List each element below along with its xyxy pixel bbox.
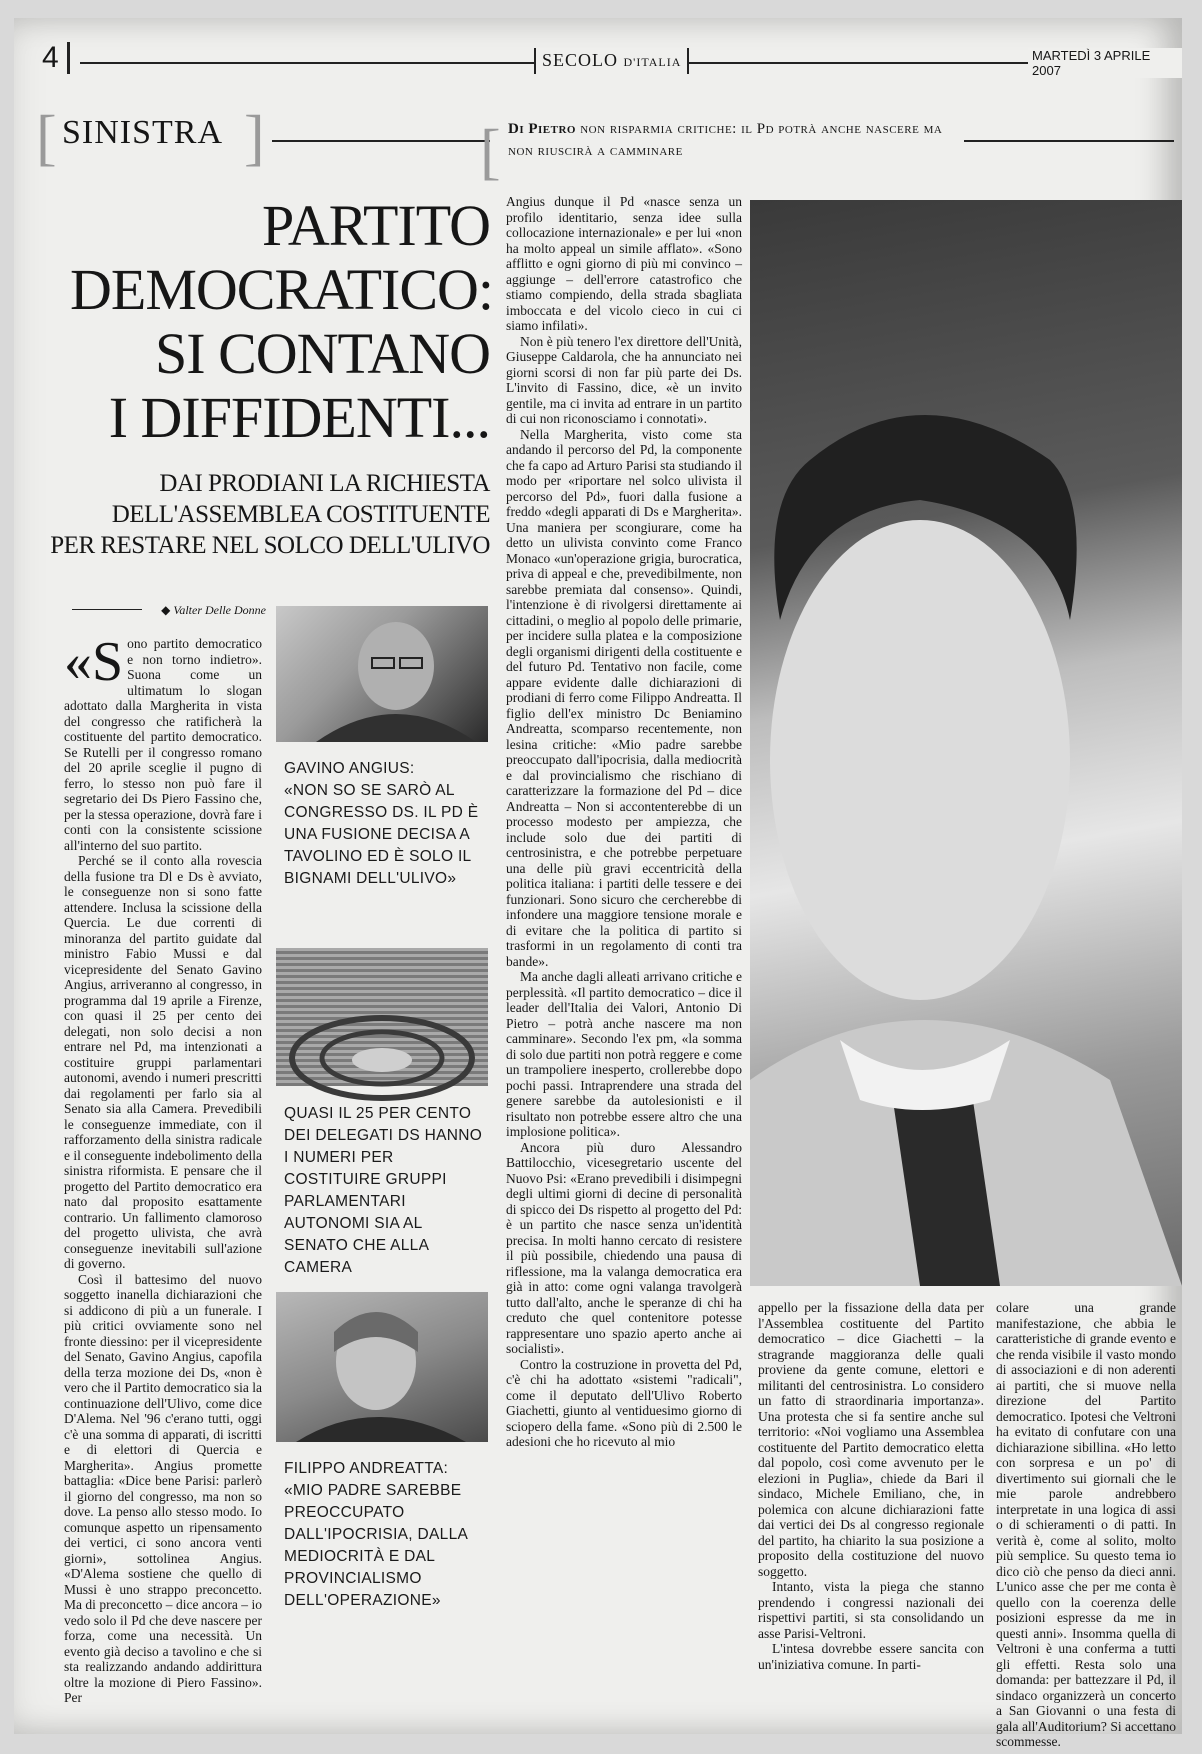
masthead-small: D'ITALIA [623,55,682,69]
photo-parliament [276,948,488,1086]
bracket-close-icon: ] [244,104,265,172]
caption-name: GAVINO ANGIUS: [284,760,415,777]
bracket-open-icon: [ [36,104,57,172]
kicker-rule [964,140,1174,142]
masthead [534,48,689,74]
subheadline [44,468,490,561]
subheadline-line: DAI PRODIANI LA RICHIESTA [159,470,490,497]
article-column-3 [758,1300,984,1724]
article-paragraph: Non è più tenero l'ex direttore dell'Unità, Giuseppe Caldarola, che ha annunciato nei giorni scorsi di non far più parte dei Ds. L'invito di Fassino, dice, «è un invito gentile, ma ci invita ad entrare in un partito di cui non riconosciamo i connotati». [506,333,742,426]
article-paragraph: appello per la fissazione della data per l'Assemblea costituente del Partito democratico – dice Giachetti – la stragrande maggioranza delle quali proviene da gente comune, elettori e militanti del centrosinistra. Lo considero un fatto di straordinaria importanza». Una protesta che si fa sentire anche sul territorio: «Noi vogliamo una Assemblea costituente del Partito democratico eletta dal popolo, così come avvenuto per le elezioni in Puglia», chiede da Bari il sindaco, Michele Emiliano, che, in polemica con alcune dichiarazioni fatte dai vertici dei Ds al congresso regionale del partito, ha chiarito la sua posizione a proposito della costituzione del nuovo soggetto. [758,1300,984,1579]
section-title: SINISTRA [62,114,224,151]
caption-parliament: QUASI IL 25 PER CENTO DEI DELEGATI DS HANNO I NUMERI PER COSTITUIRE GRUPPI PARLAMENTARI AUTONOMI SIA AL SENATO CHE ALLA CAMERA [284,1105,483,1276]
subheadline-line: PER RESTARE NEL SOLCO DELL'ULIVO [50,532,490,559]
newspaper-page [14,18,1182,1749]
page-number: 4 [40,42,70,74]
section-label [36,104,57,172]
article-column-4 [996,1300,1176,1749]
article-paragraph: Così il battesimo del nuovo soggetto inanella dichiarazioni che si addicono di più a un funerale. I più critici ovviamente sono nel fronte diessino: per il vicepresidente del Senato, Gavino Angius, capofila della terza mozione dei Ds, «non è vero che il Partito democratico sia la continuazione dell'Ulivo, come dice D'Alema. Nel '96 c'erano tutti, oggi c'è una somma di apparati, di iscritti e di elettori di Quercia e Margherita». Angius promette battaglia: «Dice bene Parisi: parlerò il giorno del congresso, ma non so dove. La penso allo stesso modo. Io comunque aspetto un ripensamento dei vertici, ci sono ancora venti giorni», sottolinea Angius. «D'Alema sostiene che quello di Mussi è uno strappo preconcetto. Ma di preconcetto – dice ancora – io vedo solo il Pd che deve nascere per forza, come una necessità. Un evento già deciso a tavolino e che si sta realizzando andando addirittura oltre la mozione di Piero Fassino». Per [64,1271,262,1705]
portrait-icon [276,1292,488,1442]
caption-angius [284,758,484,890]
subheadline-line: DELL'ASSEMBLEA COSTITUENTE [111,501,490,528]
kicker-text: non risparmia critiche: il Pd potrà anche nascere ma non riuscirà a camminare [508,121,943,159]
article-paragraph: Angius dunque il Pd «nasce senza un profilo identitario, senza idee sulla collocazione internazionale» e per lui «non ha molto appeal un simile afflato». «Sono afflitto e ogni giorno di più mi convinco – aggiunge – dell'errore catastrofico che stiamo compiendo, della strada sbagliata imboccata e del vicolo cieco in cui ci siamo infilati». [506,194,742,333]
article-paragraph: Perché se il conto alla rovescia della fusione tra Dl e Ds è avviato, le conseguenze non si sono fatte attendere. Inclusa la scissione della Quercia. Le due correnti di minoranza del partito guidate dal ministro Fabio Mussi e dal vicepresidente del Senato Gavino Angius, arriveranno al congresso, in programma dal 19 aprile a Firenze, con quasi il 25 per cento dei delegati, non solo decisi a non entrare nel Pd, ma intenzionati a costituire gruppi parlamentari autonomi, avendo i numeri prescritti dai regolamenti per farlo sia al Senato sia alla Camera. Prevedibili le conseguenze immediate, con il rafforzamento della sinistra radicale e il conseguente indebolimento della sinistra riformista. E pensare che il progetto del Partito democratico era nato dal proposito esattamente contrario. Un fallimento clamoroso del progetto ulivista, che avrà conseguenze inevitabili sull'azione di governo. [64,853,262,1271]
bracket-open-icon: [ [480,118,501,186]
article-paragraph: L'intesa dovrebbe essere sancita con un'iniziativa comune. In parti- [758,1641,984,1672]
article-paragraph: colare una grande manifestazione, che abbia le caratteristiche di grande evento e che renda visibile il vasto mondo di associazioni e di non aderenti ai partiti, che si muove nella direzione del Partito democratico. Ipotesi che Veltroni ha evitato di confutare con una dichiarazione sibillina. «Ho letto con sorpresa e un po' di divertimento sui giornali che le mie parole andrebbero interpretate in una logica di assi o di schieramenti o di patti. In verità è, come al solito, molto più semplice. Su questo tema io dico ciò che penso da dieci anni. L'unico asse che per me conta è quello con la coerenza delle posizioni espresse da me in questi anni». Insomma quella di Veltroni è una conferma a tutti gli effetti. Resta solo una domanda: per battezzare il Pd, il sindaco organizzerà un concerto a San Giovanni o una festa di gala all'Auditorium? Si accettano scommesse. [996,1300,1176,1749]
headline-line: I DIFFIDENTI... [108,385,490,450]
parliament-icon [276,948,488,1086]
caption-andreatta [284,1458,484,1612]
caption-name: FILIPPO ANDREATTA: [284,1460,449,1477]
photo-main [750,200,1182,1286]
article-paragraph: Ma anche dagli alleati arrivano critiche e perplessità. «Il partito democratico – dice il leader dell'Italia dei Valori, Antonio Di Pietro – potrà anche nascere ma non camminare». Secondo l'ex pm, «la somma di solo due partiti non potrà reggere e come un trampoliere inesperto, crollerebbe dopo pochi passi. Intraprendere una strada del genere sarebbe da autolesionisti e il risultato non potrebbe essere altro che una implosione politica». [506,969,742,1139]
paragraph-text: ono partito democratico e non torno indietro». Suona come un ultimatum lo slogan adottato dalla Margherita in vista del congresso che ratificherà la costituente del partito democratico. Se Rutelli per il congresso romano del 20 aprile sceglie il pugno di ferro, lo stesso non può fare il segretario dei Ds Piero Fassino che, per la stessa operazione, dovrà fare i conti con la consistente scissione all'interno del suo partito. [64,636,262,853]
kicker-bracket [480,118,501,186]
photo-andreatta [276,1292,488,1442]
caption-quote: «MIO PADRE SAREBBE PREOCCUPATO DALL'IPOCRISIA, DALLA MEDIOCRITÀ E DAL PROVINCIALISMO DELL'OPERAZIONE» [284,1482,468,1609]
caption-quote: «NON SO SE SARÒ AL CONGRESSO DS. IL PD È UNA FUSIONE DECISA A TAVOLINO ED È SOLO IL BIGNAMI DELL'ULIVO» [284,782,479,887]
portrait-icon [750,200,1182,1286]
article-paragraph: Ancora più duro Alessandro Battilocchio, vicesegretario uscente del Nuovo Psi: «Erano prevedibili i disimpegni degli ultimi giorni di decine di personalità di spicco dei Ds rispetto al progetto del Pd: è un partito che nasce senza un'identità precisa. In molti hanno cercato di resistere il più possibile, chiedendo una pausa di riflessione, ma la valanga democratica era già in atto: come ogni valanga travolgerà tutto dall'alto, anche le speranze di chi ha creduto che quel contenitore potesse rappresentare uno spazio aperto anche ai socialisti». [506,1139,742,1356]
article-paragraph [64,631,262,853]
article-column-1 [64,631,262,1726]
article-paragraph: Intanto, vista la piega che stanno prendendo i congressi nazionali dei rispettivi partiti, si sta consolidando un asse Parisi-Veltroni. [758,1579,984,1641]
dropcap: «S [64,631,124,693]
headline [70,193,494,450]
section-rule [272,140,490,142]
issue-date: MARTEDÌ 3 APRILE 2007 [1028,48,1182,78]
headline-line: DEMOCRATICO: [70,257,494,322]
byline: ◆ Valter Delle Donne [161,603,266,617]
bracket-close-wrapper [244,104,265,172]
article-column-2 [506,194,742,1724]
byline-author: Valter Delle Donne [173,603,266,617]
article-paragraph: Nella Margherita, visto come sta andando il percorso del Pd, la componente che fa capo ad Arturo Parisi sta studiando il modo per «riportare nel solco ulivista il percorso del Pd», fuori dalla fusione a freddo «degli apparati di Ds e Margherita». Una maniera per scongiurare, come ha detto un ulivista convinto come Franco Monaco «un'operazione grigia, burocratica, priva di appeal e che, prevedibilmente, non sarebbe premiata dal consenso». Quindi, l'intenzione è di rivolgersi direttamente ai cittadini, o meglio al popolo delle primarie, per incidere sulla platea e la composizione degli organismi dirigenti della costituente e del futuro Pd. Tentativo non facile, come appare evidente dalle dichiarazioni di prodiani di ferro come Filippo Andreatta. Il figlio dell'ex ministro Dc Beniamino Andreatta, scomparso recentemente, non lesina critiche: «Mio padre sarebbe preoccupato dall'ipocrisia, dalla mediocrità e dal provincialismo che rischiano di caratterizzare la formazione del Pd – dice Andreatta – Non si accontenterebbe di un processo modesto per ampiezza, che include solo due dei partiti di centrosinistra, e che potrebbe perpetuare una delle più gravi eccentricità della politica italiana: i partiti delle tessere e dei funzionari. Sono sicuro che cercherebbe di infondere una maggiore tensione morale e di evitare che la politica di partito si trasformi in un regolamento di conti tra bande». [506,426,742,969]
photo-angius [276,606,488,742]
kicker [508,118,968,162]
article-paragraph: Contro la costruzione in provetta del Pd, c'è chi ha adottato «sistemi "radicali", come il deputato dell'Ulivo Roberto Giachetti, giunto al ventiduesimo giorno di sciopero della fame. «Sono più di 2.500 le adesioni che ho ricevuto al mio [506,1356,742,1449]
headline-line: SI CONTANO [155,321,490,386]
kicker-bold: Di Pietro [508,121,576,137]
headline-line: PARTITO [261,193,490,258]
masthead-title: SECOLO [542,50,619,70]
portrait-icon [276,606,488,742]
